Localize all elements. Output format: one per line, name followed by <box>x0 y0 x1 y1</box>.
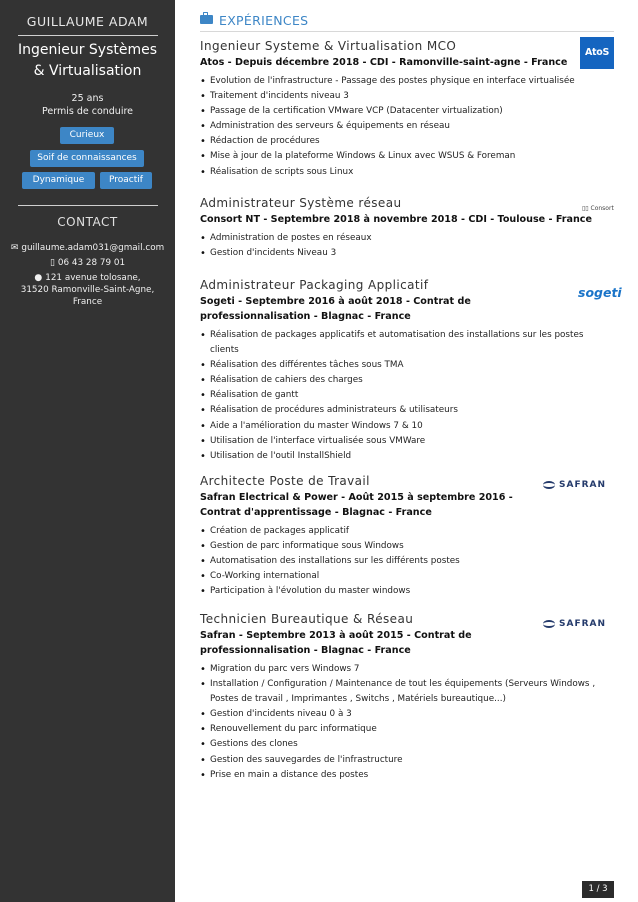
contact-heading: CONTACT <box>57 215 118 229</box>
title-line-2: & Virtualisation <box>33 63 142 79</box>
list-item: • Gestion des sauvegardes de l'infrastructure <box>210 753 614 768</box>
section-title: EXPÉRIENCES <box>219 13 309 28</box>
email[interactable]: guillaume.adam031@gmail.com <box>21 243 165 253</box>
job-tasks <box>200 662 614 783</box>
list-item: • Réalisation de cahiers des charges <box>210 373 614 388</box>
address-line-3: France <box>72 297 103 307</box>
job-entry <box>200 278 614 464</box>
consort-logo: ▯▯ Consort <box>582 205 614 212</box>
list-item: • Réalisation de gantt <box>210 388 614 403</box>
phone: 06 43 28 79 01 <box>57 258 126 268</box>
job-tasks <box>200 231 614 261</box>
sidebar <box>0 0 175 902</box>
list-item: • Passage de la certification VMware VCP (Datacenter virtualization) <box>210 104 614 119</box>
list-item: • Administration de postes en réseaux <box>210 231 614 246</box>
tag-dynamic: Dynamique <box>22 172 95 189</box>
page-indicator: 1 / 3 <box>582 881 614 898</box>
list-item: • Mise à jour de la plateforme Windows & Linux avec WSUS & Foreman <box>210 149 614 164</box>
email-line[interactable] <box>0 242 175 254</box>
safran-logo: SAFRAN <box>543 480 606 490</box>
job-tasks <box>200 74 614 180</box>
job-entry <box>200 474 614 599</box>
list-item: • Administration des serveurs & équipements en réseau <box>210 119 614 134</box>
list-item: • Réalisation de scripts sous Linux <box>210 165 614 180</box>
list-item: • Renouvellement du parc informatique <box>210 722 614 737</box>
list-item: • Traitement d'incidents niveau 3 <box>210 89 614 104</box>
list-item: • Prise en main a distance des postes <box>210 768 614 783</box>
section-heading <box>200 13 308 28</box>
atos-logo: AtoS <box>580 37 614 69</box>
tag-proactive: Proactif <box>100 172 152 189</box>
job-subtitle: Sogeti - Septembre 2016 à août 2018 - Contrat de professionnalisation - Blagnac - France <box>200 296 471 322</box>
job-title: Ingenieur Systeme & Virtualisation MCO <box>200 39 457 53</box>
job-entry <box>200 196 614 261</box>
list-item: • Création de packages applicatif <box>210 524 614 539</box>
list-item: • Migration du parc vers Windows 7 <box>210 662 614 677</box>
list-item: • Gestion de parc informatique sous Windows <box>210 539 614 554</box>
age: 25 ans <box>71 93 104 104</box>
sogeti-logo: sogeti <box>578 285 622 300</box>
list-item: • Participation à l'évolution du master windows <box>210 584 614 599</box>
phone-line <box>0 257 175 269</box>
personal-info <box>0 92 175 118</box>
list-item: • Utilisation de l'outil InstallShield <box>210 449 614 464</box>
phone-icon: ▯ <box>49 258 55 268</box>
driving-license: Permis de conduire <box>41 106 134 117</box>
list-item: • Co-Working international <box>210 569 614 584</box>
list-item: • Automatisation des installations sur les différents postes <box>210 554 614 569</box>
list-item: • Installation / Configuration / Maintenance de tout les équipements (Serveurs Windows , Postes de travail , Imprimantes , Switchs , Matériels bureautique...) <box>210 677 614 707</box>
job-subtitle: Safran Electrical & Power - Août 2015 à septembre 2016 - Contrat d'apprentissage - Blagnac - France <box>200 492 513 518</box>
list-item: • Utilisation de l'interface virtualisée sous VMWare <box>210 434 614 449</box>
list-item: • Aide a l'amélioration du master Windows 7 & 10 <box>210 419 614 434</box>
list-item: • Gestion d'incidents Niveau 3 <box>210 246 614 261</box>
job-title: Architecte Poste de Travail <box>200 474 370 488</box>
list-item: • Gestions des clones <box>210 737 614 752</box>
job-entry <box>200 39 614 180</box>
job-subtitle: Atos - Depuis décembre 2018 - CDI - Ramonville-saint-agne - France <box>200 57 568 68</box>
address <box>0 272 175 308</box>
safran-logo: SAFRAN <box>543 619 606 629</box>
address-line-2: 31520 Ramonville-Saint-Agne, <box>20 285 155 295</box>
list-item: • Réalisation de packages applicatifs et automatisation des installations sur les postes clients <box>210 328 614 358</box>
candidate-title <box>0 40 175 82</box>
divider <box>200 31 614 32</box>
tag-curious: Curieux <box>60 127 114 144</box>
job-title: Administrateur Système réseau <box>200 196 402 210</box>
envelope-icon: ✉ <box>10 243 19 253</box>
list-item: • Réalisation de procédures administrateurs & utilisateurs <box>210 403 614 418</box>
list-item: • Evolution de l'infrastructure - Passage des postes physique en interface virtualisée <box>210 74 614 89</box>
job-entry <box>200 612 614 783</box>
title-line-1: Ingenieur Systèmes <box>17 42 158 58</box>
list-item: • Réalisation des différentes tâches sous TMA <box>210 358 614 373</box>
job-tasks <box>200 524 614 599</box>
job-subtitle: Consort NT - Septembre 2018 à novembre 2018 - CDI - Toulouse - France <box>200 214 592 225</box>
job-tasks <box>200 328 614 464</box>
address-line-1: 121 avenue tolosane, <box>45 273 141 283</box>
list-item: • Gestion d'incidents niveau 0 à 3 <box>210 707 614 722</box>
job-title: Administrateur Packaging Applicatif <box>200 278 429 292</box>
job-subtitle: Safran - Septembre 2013 à août 2015 - Contrat de professionnalisation - Blagnac - France <box>200 630 472 656</box>
candidate-name: GUILLAUME ADAM <box>26 14 149 29</box>
divider <box>18 35 158 36</box>
tag-knowledge: Soif de connaissances <box>30 150 144 167</box>
list-item: • Rédaction de procédures <box>210 134 614 149</box>
location-icon: ● <box>34 273 43 283</box>
job-title: Technicien Bureautique & Réseau <box>200 612 414 626</box>
divider <box>18 205 158 206</box>
briefcase-icon <box>200 15 213 24</box>
